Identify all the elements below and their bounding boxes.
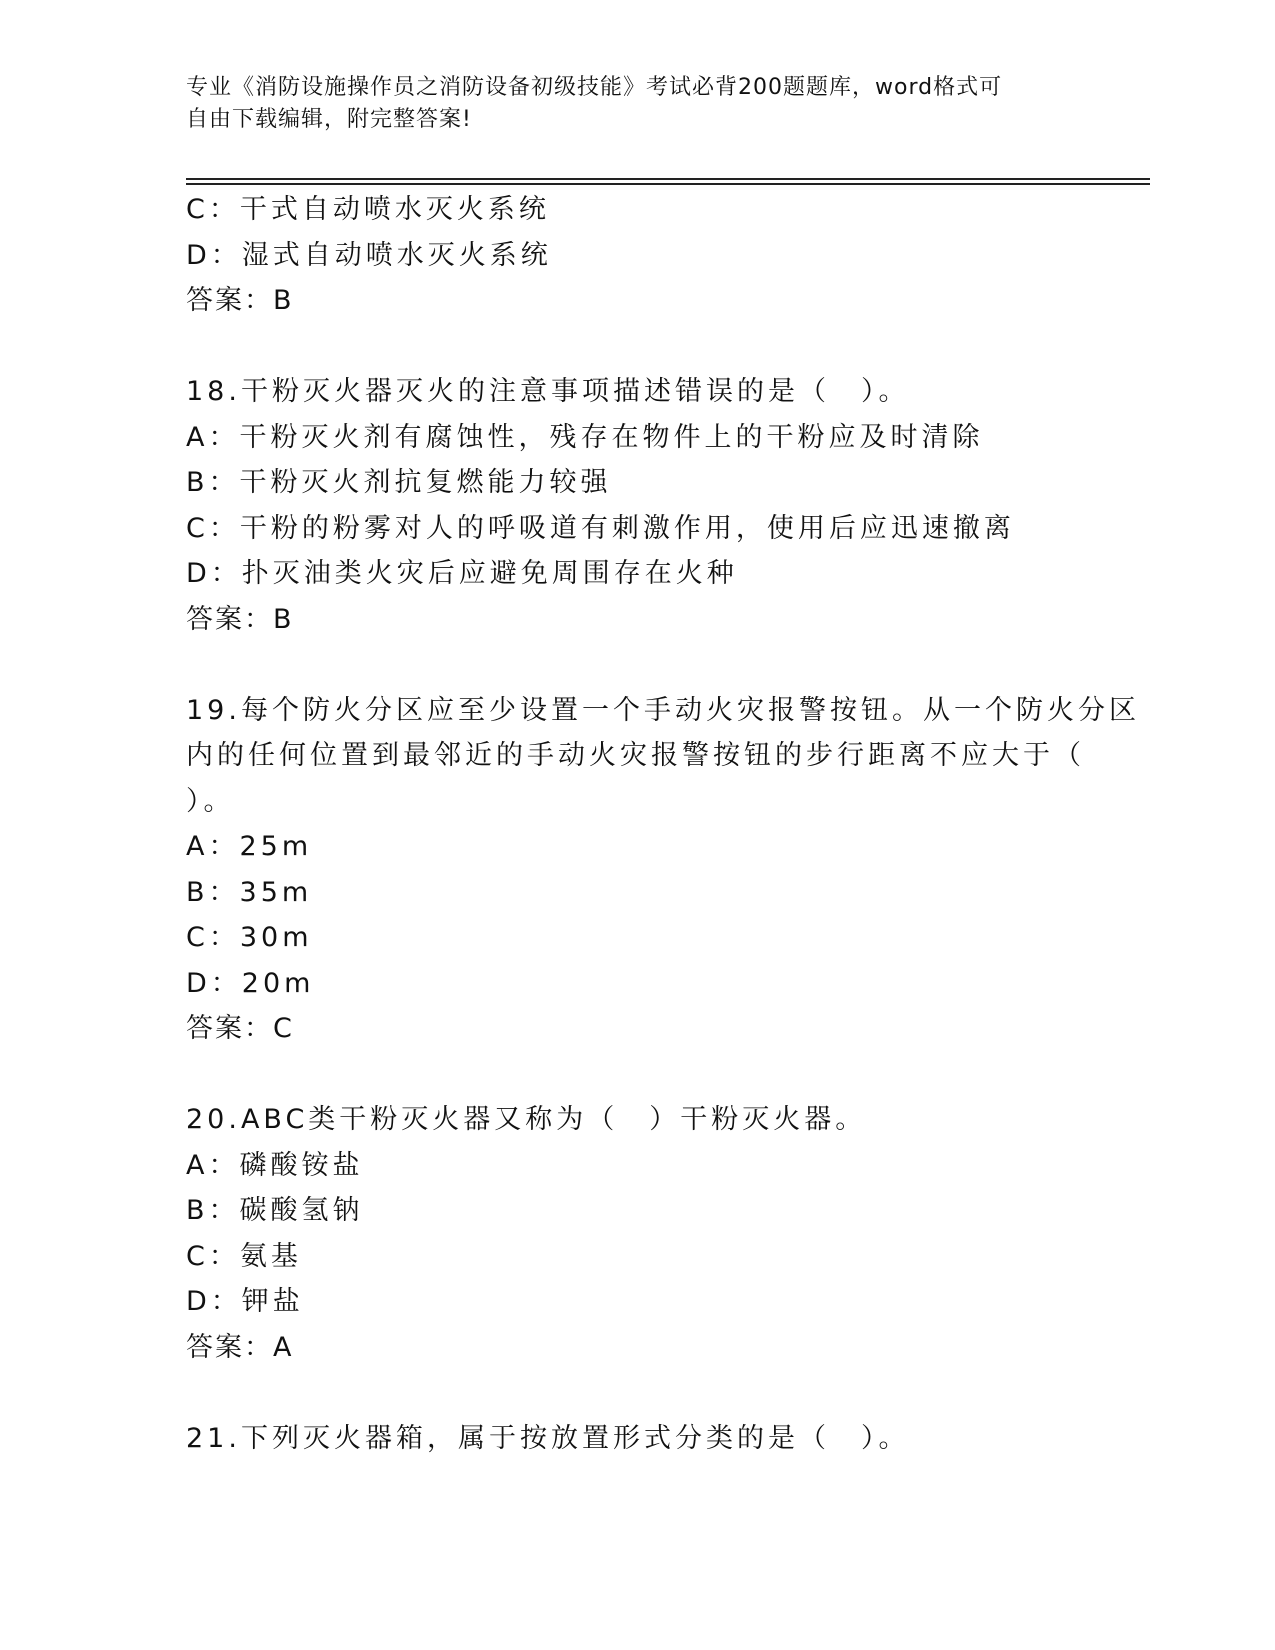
header-line-1: 专业《消防设施操作员之消防设备初级技能》考试必背200题题库，word格式可 [186, 75, 1003, 100]
q18-question: 18.干粉灭火器灭火的注意事项描述错误的是（ ）。 [186, 376, 910, 407]
header-line-2: 自由下载编辑，附完整答案! [186, 107, 472, 132]
q20-answer: 答案：A [186, 1331, 294, 1363]
q19-answer: 答案：C [186, 1013, 294, 1044]
spacer [186, 324, 1086, 370]
header-divider-bottom [186, 183, 1150, 185]
q20-question: 20.ABC类干粉灭火器又称为（ ）干粉灭火器。 [186, 1104, 867, 1135]
q18-answer: 答案：B [186, 603, 294, 635]
q17-option-d: D：湿式自动喷水灭火系统 [186, 239, 552, 271]
q19-option-c: C：30m [186, 922, 313, 953]
q20-option-a: A：磷酸铵盐 [186, 1149, 364, 1181]
q19-option-d: D：20m [186, 967, 315, 999]
q19-question-line-1: 19.每个防火分区应至少设置一个手动火灾报警按钮。从一个防火分区 [186, 694, 1140, 726]
q18-option-d: D：扑灭油类火灾后应避免周围存在火种 [186, 558, 738, 589]
q19-question-line-2: 内的任何位置到最邻近的手动火灾报警按钮的步行距离不应大于（ [186, 740, 1085, 771]
q19-option-a: A：25m [186, 831, 313, 862]
spacer [186, 642, 1086, 688]
question-list [186, 187, 1140, 1461]
q17-answer: 答案：B [186, 285, 294, 316]
spacer [186, 1052, 1086, 1098]
q20-option-c: C：氨基 [186, 1240, 302, 1272]
q17-option-c: C：干式自动喷水灭火系统 [186, 194, 550, 225]
q19-option-b: B：35m [186, 876, 313, 908]
spacer [186, 1370, 1086, 1416]
q18-option-a: A：干粉灭火剂有腐蚀性，残存在物件上的干粉应及时清除 [186, 421, 984, 453]
q18-option-c: C：干粉的粉雾对人的呼吸道有刺激作用，使用后应迅速撤离 [186, 512, 1015, 544]
header-divider-top [186, 178, 1150, 180]
q20-option-d: D：钾盐 [186, 1286, 304, 1317]
q18-option-b: B：干粉灭火剂抗复燃能力较强 [186, 467, 612, 498]
q20-option-b: B：碳酸氢钠 [186, 1195, 364, 1226]
q19-question-line-3: ）。 [186, 785, 235, 817]
document-header [186, 72, 1066, 136]
q21-question: 21.下列灭火器箱，属于按放置形式分类的是（ ）。 [186, 1422, 910, 1454]
